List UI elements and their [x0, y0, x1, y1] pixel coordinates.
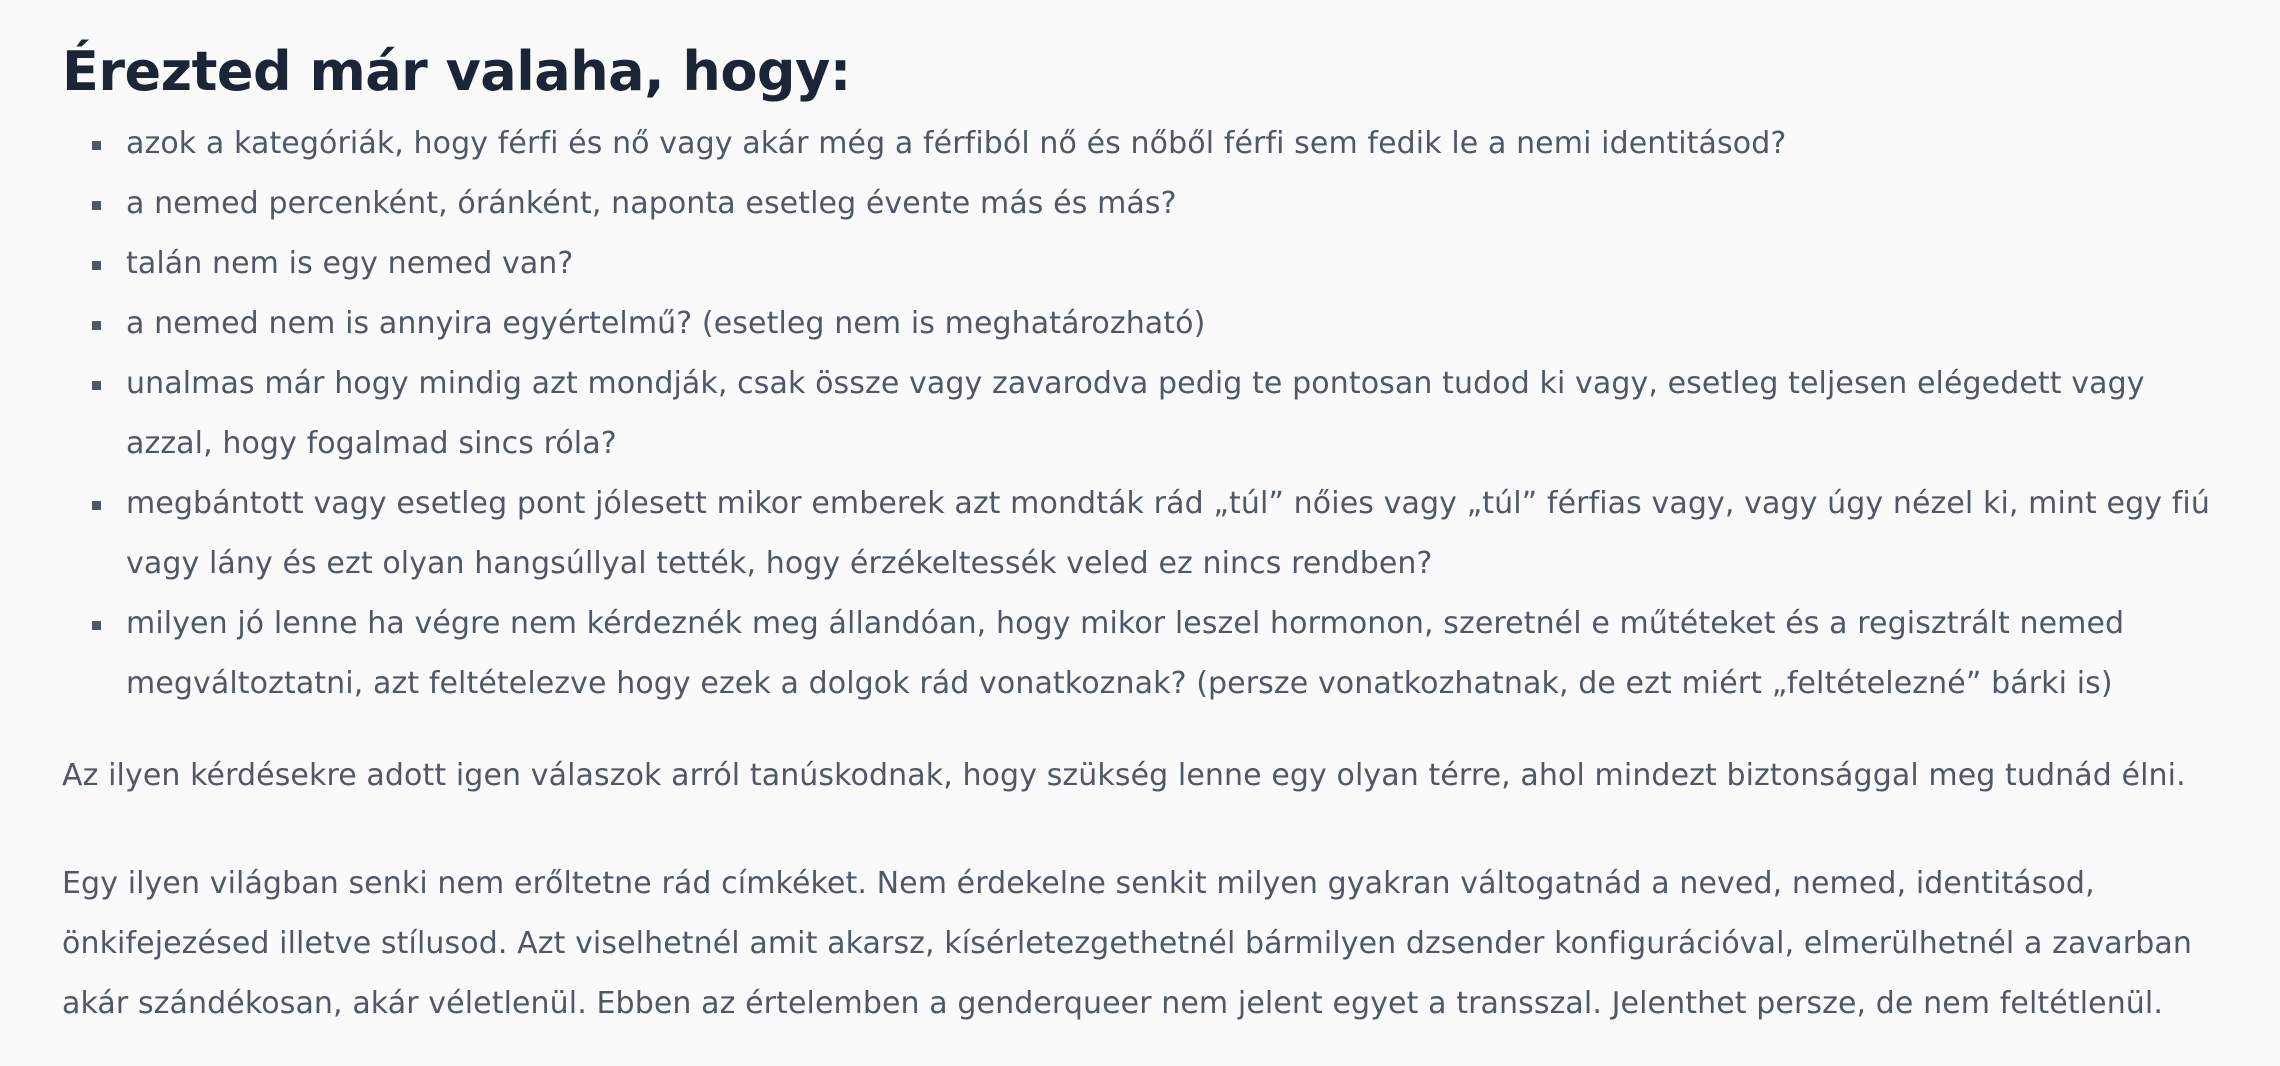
list-item: [126, 294, 2218, 354]
list-item: [126, 174, 2218, 234]
square-bullet-icon: [92, 141, 101, 150]
square-bullet-icon: [92, 501, 101, 510]
list-item: [126, 354, 2218, 474]
list-item: [126, 234, 2218, 294]
list-item-text: milyen jó lenne ha végre nem kérdeznék meg állandóan, hogy mikor leszel hormonon, szeretnél e műtéteket és a regisztrált nemed megváltoztatni, azt feltételezve hogy ezek a dolgok rád vonatkoznak? (persze vonatkozhatnak, de ezt miért „feltételezné” bárki is): [126, 606, 2125, 701]
world-paragraph: Egy ilyen világban senki nem erőltetne rád címkéket. Nem érdekelne senkit milyen gyakran váltogatnád a neved, nemed, identitásod, önkifejezésed illetve stílusod. Azt viselhetnél amit akarsz, kísérletezgethetnél bármilyen dzsender konfigurációval, elmerülhetnél a zavarban akár szándékosan, akár véletlenül. Ebben az értelemben a genderqueer nem jelent egyet a transszal. Jelenthet persze, de nem feltétlenül.: [62, 866, 2192, 1021]
square-bullet-icon: [92, 261, 101, 270]
list-item-text: unalmas már hogy mindig azt mondják, csak össze vagy zavarodva pedig te pontosan tudod ki vagy, esetleg teljesen elégedett vagy azzal, hogy fogalmad sincs róla?: [126, 366, 2145, 461]
list-item-text: megbántott vagy esetleg pont jólesett mikor emberek azt mondták rád „túl” nőies vagy „túl” férfias vagy, vagy úgy nézel ki, mint egy fiú vagy lány és ezt olyan hangsúllyal tették, hogy érzékeltessék veled ez nincs rendben?: [126, 486, 2210, 581]
list-item: [126, 594, 2218, 714]
square-bullet-icon: [92, 621, 101, 630]
list-item-text: talán nem is egy nemed van?: [126, 246, 574, 281]
question-list: [62, 114, 2218, 714]
square-bullet-icon: [92, 201, 101, 210]
list-item: [126, 114, 2218, 174]
list-item-text: azok a kategóriák, hogy férfi és nő vagy akár még a férfiból nő és nőből férfi sem fedik le a nemi identitásod?: [126, 126, 1787, 161]
list-item: [126, 474, 2218, 594]
section-heading: Érezted már valaha, hogy:: [62, 40, 851, 103]
square-bullet-icon: [92, 381, 101, 390]
list-item-text: a nemed percenként, óránként, naponta esetleg évente más és más?: [126, 186, 1177, 221]
answer-paragraph: Az ilyen kérdésekre adott igen válaszok arról tanúskodnak, hogy szükség lenne egy olyan térre, ahol mindezt biztonsággal meg tudnád élni.: [62, 758, 2186, 793]
list-item-text: a nemed nem is annyira egyértelmű? (esetleg nem is meghatározható): [126, 306, 1206, 341]
square-bullet-icon: [92, 321, 101, 330]
